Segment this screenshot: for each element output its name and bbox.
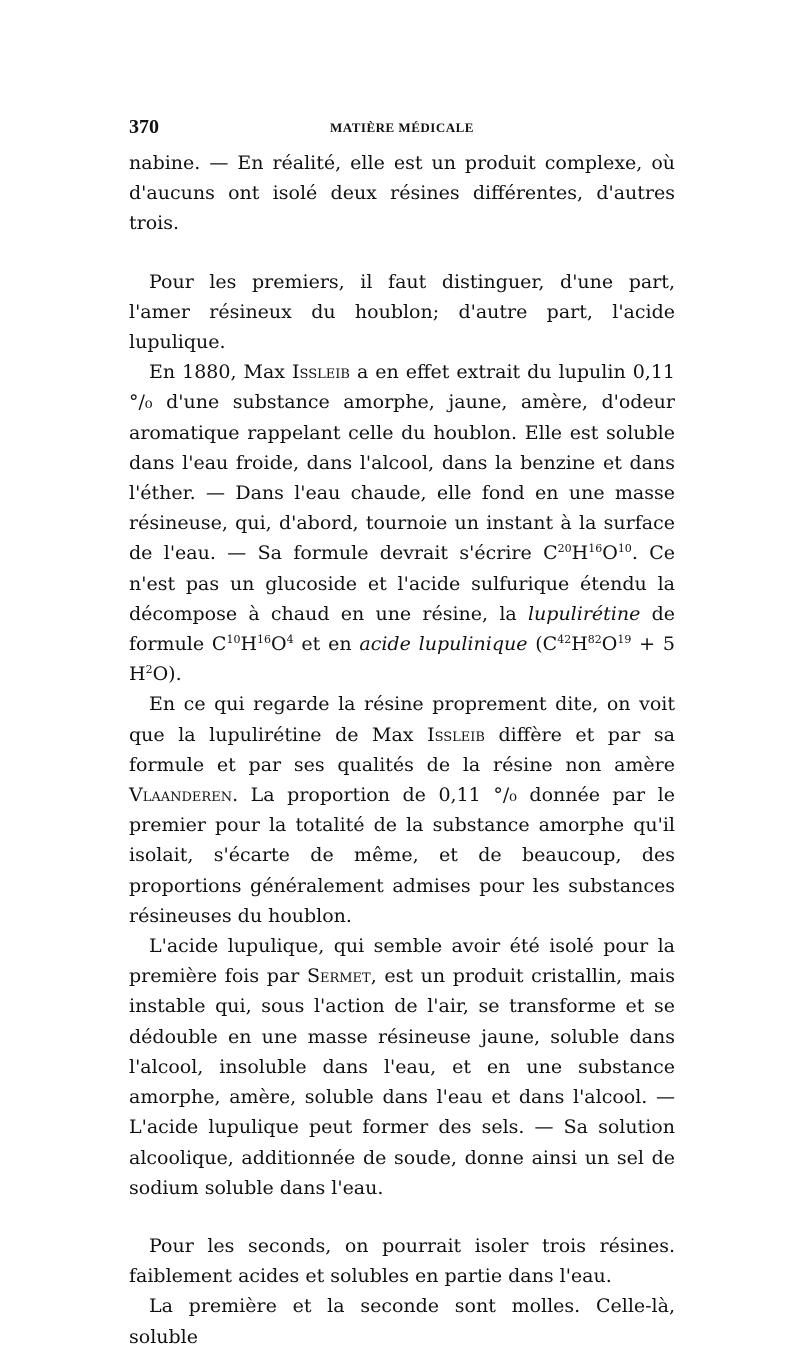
author-name: Issleib	[427, 723, 485, 746]
paragraph-premiers: Pour les premiers, il faut distinguer, d'une part, l'amer résineux du houblon; d'autre part, l'acide lupulique.	[129, 270, 675, 354]
running-title: MATIÈRE MÉDICALE	[330, 120, 474, 135]
paragraph-continuation: nabine. — En réalité, elle est un produit complexe, où d'aucuns ont isolé deux résines différentes, d'autres trois.	[129, 152, 675, 235]
author-name: Vlaanderen	[129, 784, 233, 807]
author-name: Issleib	[292, 361, 350, 384]
author-name: Sermet	[306, 965, 371, 988]
paragraph-premiere-seconde: La première et la seconde sont molles. Celle-là, soluble	[129, 1295, 675, 1348]
paragraph-acide-lupulique: L'acide lupulique, qui semble avoir été isolé pour la première fois par Sermet, est un produit cristallin, mais instable qui, sous l'action de l'air, se transforme et se dédouble en une masse résineuse jaune, soluble dans l'alcool, insoluble dans l'eau, et en une substance amorphe, amère, soluble dans l'eau et dans l'alcool. — L'acide lupulique peut former des sels. — Sa solution alcoolique, additionnée de soude, donne ainsi un sel de sodium soluble dans l'eau.	[129, 935, 675, 1199]
term-acide-lupulinique: acide lupulinique	[359, 633, 528, 656]
paragraph-issleib: En 1880, Max Issleib a en effet extrait du lupulin 0,11 °/₀ d'une substance amorphe, jaune, amère, d'odeur aromatique rappelant celle du houblon. Elle est soluble dans l'eau froide, dans l'alcool, dans la benzine et dans l'éther. — Dans l'eau chaude, elle fond en une masse résineuse, qui, d'abord, tournoie un instant à la surface de l'eau. — Sa formule devrait s'écrire $C^{20}H^{16}O^{10}$. Ce n'est pas un glucoside et l'acide sulfurique étendu la décompose à chaud en une résine, la lupulirétine de formule $C^{10}H^{16}O^4$ et en acide lupulinique ($C^{42}H^{82}O^{19} + 5$ $H^2O$).	[129, 361, 676, 686]
term-lupuliretine: lupulirétine	[527, 602, 641, 625]
paragraph-resine: En ce qui regarde la résine proprement dite, on voit que la lupulirétine de Max Issleib diffère et par sa formule et par ses qualités de la résine non amère Vlaanderen. La proportion de 0,11 °/₀ donnée par le premier pour la totalité de la substance amorphe qu'il isolait, s'écarte de même, et de beaucoup, des proportions généralement admises pour les substances résineuses du houblon.	[129, 693, 675, 927]
page-header	[129, 116, 675, 140]
page-number: 370	[129, 116, 159, 138]
page-body	[129, 148, 675, 1352]
section-gap	[129, 1203, 675, 1231]
section-gap	[129, 239, 675, 267]
paragraph-seconds: Pour les seconds, on pourrait isoler trois résines. faiblement acides et solubles en partie dans l'eau.	[129, 1234, 675, 1288]
